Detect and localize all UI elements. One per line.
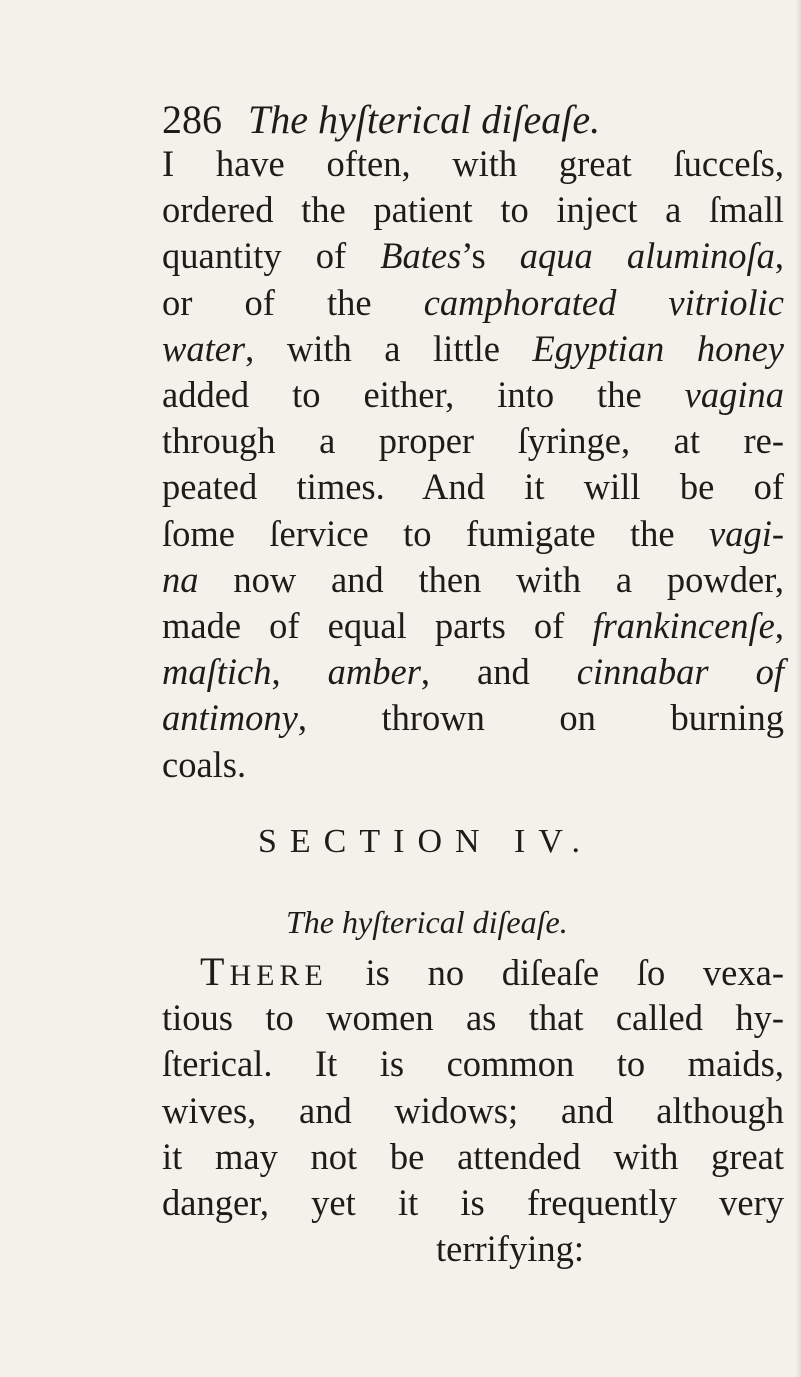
roman-text: or of the <box>162 281 424 323</box>
text-line <box>162 234 784 278</box>
text-line <box>162 1089 784 1133</box>
roman-text: ſome ſervice to fumigate the <box>162 512 709 554</box>
italic-text: vagi- <box>709 512 784 554</box>
roman-text: added to either, into the <box>162 374 685 415</box>
italic-text: antimony <box>162 697 298 739</box>
text-line <box>162 281 784 325</box>
page-edge-shadow <box>795 0 801 1377</box>
roman-text: tious to women as that called hy- <box>162 997 784 1039</box>
roman-text: I have often, with great ſucceſs, <box>162 143 784 184</box>
roman-text: ’s <box>461 235 520 277</box>
roman-text: , <box>271 651 328 693</box>
italic-text: water <box>162 327 246 369</box>
text-line <box>162 696 784 740</box>
roman-text: coals. <box>162 743 247 785</box>
italic-text: Egyptian honey <box>532 327 785 369</box>
roman-text: danger, yet it is frequently very <box>162 1182 784 1223</box>
roman-text: quantity of <box>162 235 381 277</box>
italic-text: camphorated vitriolic <box>423 281 784 323</box>
roman-text: , <box>774 235 784 277</box>
text-line <box>162 558 784 602</box>
italic-text: frankincenſe <box>592 605 775 646</box>
text-line <box>162 743 246 787</box>
text-line <box>162 650 784 694</box>
roman-text: it may not be attended with great <box>162 1135 784 1177</box>
text-line <box>162 604 784 648</box>
text-line <box>162 142 784 186</box>
text-line <box>162 465 784 509</box>
roman-text: is no diſeaſe ſo vexa- <box>327 952 784 993</box>
roman-text: through a proper ſyringe, at re- <box>162 420 784 462</box>
italic-text: maſtich <box>162 651 272 693</box>
text-line <box>436 1227 584 1271</box>
roman-text: made of equal parts of <box>162 605 593 646</box>
text-line <box>162 327 784 371</box>
text-line <box>162 996 784 1040</box>
roman-text: ordered the patient to inject a ſmall <box>162 189 784 231</box>
roman-text: , thrown on burning <box>297 697 784 739</box>
italic-text: amber <box>327 651 421 693</box>
section-subheading: The hyſterical diſeaſe. <box>286 904 568 940</box>
text-line <box>162 419 784 463</box>
text-line <box>162 1042 784 1086</box>
first-word: THERE <box>200 949 328 994</box>
text-line <box>162 512 784 556</box>
page-number: 286 <box>162 97 222 142</box>
roman-text: peated times. And it will be of <box>162 466 784 508</box>
italic-text: cinnabar of <box>576 651 785 693</box>
roman-text: now and then with a powder, <box>198 558 784 600</box>
italic-text: Bates <box>380 235 462 277</box>
section-heading: SECTION IV. <box>258 823 594 860</box>
text-line <box>162 373 784 417</box>
roman-text: ſterical. It is common to maids, <box>162 1043 784 1085</box>
text-line <box>162 1181 784 1225</box>
roman-text: , with a little <box>245 327 533 369</box>
text-line <box>200 950 784 998</box>
text-line <box>162 1135 784 1179</box>
italic-text: na <box>162 558 199 600</box>
italic-text: aqua aluminoſa <box>519 235 775 277</box>
italic-text: vagina <box>684 374 784 415</box>
roman-text: terrifying: <box>436 1228 584 1270</box>
roman-text: , and <box>420 651 577 693</box>
roman-text: wives, and widows; and although <box>162 1089 784 1131</box>
roman-text: , <box>774 605 784 646</box>
text-line <box>162 188 784 232</box>
running-title: The hyſterical diſeaſe. <box>248 97 601 142</box>
running-head <box>162 96 600 144</box>
